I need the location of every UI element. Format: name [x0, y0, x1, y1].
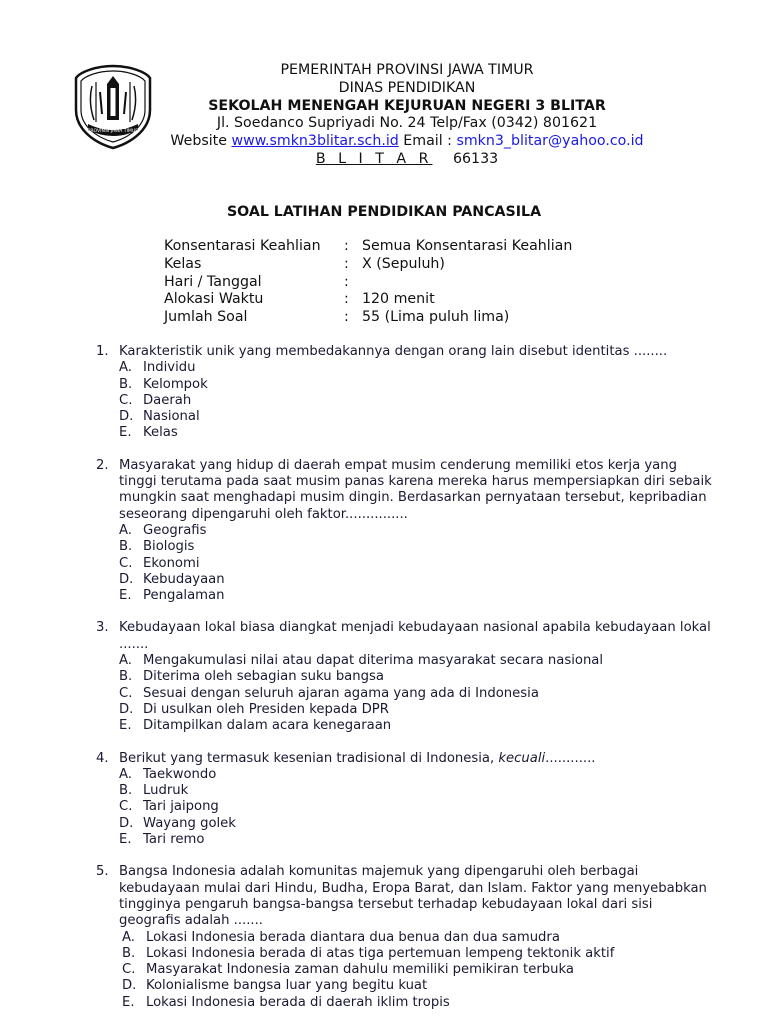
info-colon: :: [344, 309, 349, 326]
website-label: Website: [170, 133, 227, 150]
option-text: Ekonomi: [143, 555, 200, 571]
option-letter: E.: [119, 832, 132, 848]
option-text: Kebudayaan: [143, 571, 225, 587]
option-text: Biologis: [143, 539, 195, 555]
question-item: [96, 620, 716, 734]
answer-option: [119, 653, 716, 669]
answer-option: [119, 572, 716, 588]
answer-option: [119, 377, 716, 393]
answer-option: [119, 783, 716, 799]
question-number: 5.: [96, 864, 109, 880]
answer-option: [119, 523, 716, 539]
option-letter: B.: [119, 783, 133, 799]
email-link[interactable]: smkn3_blitar@yahoo.co.id: [456, 133, 644, 150]
option-letter: E.: [119, 588, 132, 604]
info-colon: :: [344, 238, 349, 254]
info-row: [164, 274, 572, 292]
answer-option: [119, 539, 716, 555]
question-number: 4.: [96, 750, 109, 766]
info-label: Alokasi Waktu: [164, 291, 264, 308]
option-letter: C.: [119, 799, 133, 815]
contact-line: [160, 133, 654, 151]
answer-option: [119, 962, 716, 978]
option-text: Kelompok: [143, 376, 208, 392]
option-letter: C.: [119, 392, 133, 408]
question-text: Masyarakat yang hidup di daerah empat musim cenderung memiliki etos kerja yang tinggi terutama pada saat musim panas karena mereka harus mempersiapkan diri sebaik mungkin saat menghadapi musim dingin. Berdasarkan pernyataan tersebut, kepribadian seseorang dipengaruhi oleh faktor...............: [119, 457, 712, 522]
option-letter: D.: [119, 571, 134, 587]
answer-option: [119, 767, 716, 783]
postcode: 66133: [452, 150, 499, 167]
option-text: Lokasi Indonesia berada diantara dua benua dan dua samudra: [146, 929, 560, 945]
option-text: Ludruk: [143, 783, 189, 799]
question-text-end: ............: [545, 750, 596, 766]
answer-option: [119, 409, 716, 425]
option-text: Lokasi Indonesia berada di daerah iklim tropis: [146, 994, 450, 1010]
answer-option: [119, 816, 716, 832]
answer-option: [119, 588, 716, 604]
option-text: Masyarakat Indonesia zaman dahulu memiliki pemikiran terbuka: [146, 962, 574, 978]
letterhead-government: PEMERINTAH PROVINSI JAWA TIMUR: [280, 62, 534, 78]
info-label: Konsentarasi Keahlian: [164, 238, 321, 254]
option-text: Daerah: [143, 392, 192, 408]
city-name: B L I T A R: [315, 150, 433, 167]
question-text: Karakteristik unik yang membedakannya dengan orang lain disebut identitas ........: [119, 344, 668, 359]
option-letter: B.: [119, 669, 133, 685]
answer-option: [119, 930, 716, 946]
option-letter: C.: [119, 685, 133, 701]
option-text: Diterima oleh sebagian suku bangsa: [143, 669, 384, 685]
option-letter: E.: [122, 994, 135, 1010]
info-value: 55 (Lima puluh lima): [362, 309, 510, 326]
logo-banner-text: PROVINSI JAWA TIMUR: [87, 129, 139, 134]
answer-option: [119, 393, 716, 409]
question-item: [96, 458, 716, 605]
option-text: Individu: [143, 360, 196, 376]
question-number: 1.: [96, 344, 109, 359]
info-label: Jumlah Soal: [164, 309, 248, 326]
option-text: Mengakumulasi nilai atau dapat diterima masyarakat secara nasional: [143, 653, 604, 669]
option-letter: E.: [119, 718, 132, 734]
question-text: [119, 751, 716, 767]
city-line: [160, 151, 654, 169]
option-text: Geografis: [143, 522, 207, 538]
question-text-start: Berikut yang termasuk kesenian tradisional di Indonesia,: [119, 750, 499, 766]
option-letter: B.: [119, 376, 133, 392]
option-text: Di usulkan oleh Presiden kepada DPR: [143, 701, 389, 717]
question-text: Kebudayaan lokal biasa diangkat menjadi kebudayaan nasional apabila kebudayaan lokal .......: [119, 620, 711, 652]
option-text: Tari remo: [143, 832, 205, 848]
question-item: [96, 751, 716, 849]
info-colon: :: [344, 291, 349, 308]
option-letter: A.: [119, 766, 132, 782]
letterhead-department: DINAS PENDIDIKAN: [338, 79, 476, 96]
answer-option: [119, 832, 716, 848]
website-link[interactable]: www.smkn3blitar.sch.id: [231, 133, 399, 150]
question-item: [96, 344, 716, 442]
option-text: Lokasi Indonesia berada di atas tiga pertemuan lempeng tektonik aktif: [146, 945, 615, 961]
option-letter: B.: [122, 945, 136, 961]
option-letter: A.: [119, 522, 132, 538]
letterhead: [160, 62, 654, 169]
answer-option: [119, 799, 716, 815]
option-text: Nasional: [143, 409, 200, 425]
option-letter: A.: [119, 653, 132, 669]
question-text: Bangsa Indonesia adalah komunitas majemuk yang dipengaruhi oleh berbagai kebudayaan mulai dari Hindu, Budha, Eropa Barat, dan Islam. Faktor yang menyebabkan tingginya pengaruh bangsa-bangsa tersebut terhadap kebudayaan lokal dari sisi geografis adalah .......: [119, 864, 707, 929]
option-letter: B.: [119, 539, 133, 555]
option-text: Ditampilkan dalam acara kenegaraan: [143, 718, 392, 734]
info-row: [164, 256, 572, 274]
info-colon: :: [344, 255, 349, 272]
info-label: Hari / Tanggal: [164, 273, 262, 290]
answer-option: [119, 995, 716, 1011]
option-text: Wayang golek: [143, 815, 236, 831]
option-letter: C.: [122, 962, 136, 978]
option-letter: D.: [119, 701, 134, 717]
school-name: SEKOLAH MENENGAH KEJURUAN NEGERI 3 BLITAR: [208, 97, 606, 114]
answer-option: [119, 978, 716, 994]
answer-option: [119, 946, 716, 962]
question-item: [96, 864, 716, 1011]
option-letter: D.: [119, 409, 134, 425]
option-text: Taekwondo: [143, 766, 217, 782]
info-row: [164, 291, 572, 309]
option-text: Sesuai dengan seluruh ajaran agama yang ada di Indonesia: [143, 685, 539, 701]
info-value: Semua Konsentarasi Keahlian: [362, 238, 573, 254]
info-row: [164, 309, 572, 327]
answer-option: [119, 556, 716, 572]
question-number: 3.: [96, 620, 109, 636]
document-title: SOAL LATIHAN PENDIDIKAN PANCASILA: [226, 204, 542, 220]
option-letter: A.: [122, 929, 135, 945]
info-label: Kelas: [164, 255, 202, 272]
school-address: Jl. Soedanco Supriyadi No. 24 Telp/Fax (0342) 801621: [216, 115, 598, 132]
option-text: Pengalaman: [143, 588, 225, 604]
answer-option: [119, 702, 716, 718]
answer-option: [119, 686, 716, 702]
info-value: 120 menit: [362, 291, 435, 308]
province-emblem-logo: [72, 62, 154, 152]
option-letter: D.: [122, 978, 137, 994]
option-letter: A.: [119, 360, 132, 376]
answer-option: [119, 718, 716, 734]
option-text: Kelas: [143, 425, 178, 441]
option-text: Tari jaipong: [143, 799, 219, 815]
exam-info: [164, 238, 572, 327]
email-label: Email :: [403, 133, 452, 150]
question-text-emphasis: kecuali: [498, 750, 546, 766]
info-row: [164, 238, 572, 256]
question-list: [96, 344, 716, 1027]
option-text: Kolonialisme bangsa luar yang begitu kuat: [146, 978, 428, 994]
info-value: X (Sepuluh): [362, 255, 445, 272]
info-colon: :: [344, 273, 349, 290]
answer-option: [119, 425, 716, 441]
option-letter: E.: [119, 425, 132, 441]
answer-option: [119, 669, 716, 685]
question-number: 2.: [96, 457, 109, 473]
option-letter: C.: [119, 555, 133, 571]
answer-option: [119, 360, 716, 376]
option-letter: D.: [119, 815, 134, 831]
